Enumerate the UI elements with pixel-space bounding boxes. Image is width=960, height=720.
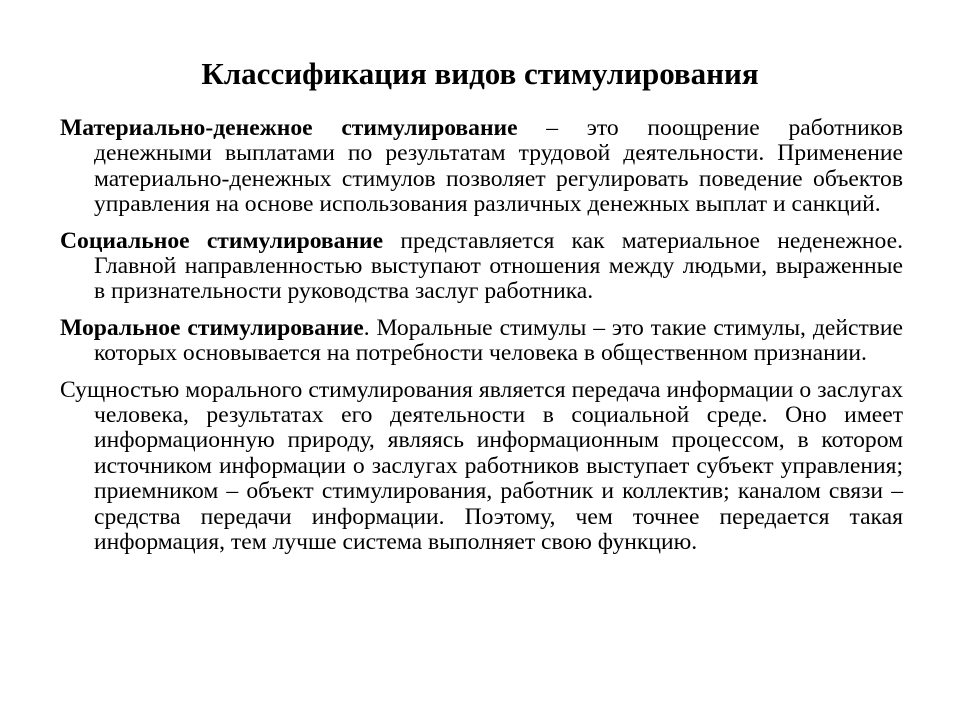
slide-body	[60, 116, 903, 567]
paragraph-moral-stimulation	[60, 316, 903, 367]
paragraph-material-stimulation	[60, 116, 903, 218]
paragraph-social-stimulation	[60, 229, 903, 305]
paragraph-text: представляется как материальное неденежное. Главной направленностью выступают отношения между людьми, выраженные в признательности руководства заслуг работника.	[94, 227, 903, 305]
term-material-stimulation: Материально-денежное стимулирование	[60, 115, 518, 141]
term-moral-stimulation: Моральное стимулирование	[60, 314, 364, 341]
slide-title: Классификация видов стимулирования	[201, 56, 759, 91]
paragraph-moral-essence	[60, 378, 903, 556]
paragraph-text: Сущностью морального стимулирования является передача информации о заслугах человека, результатах его деятельности в социальной среде. Оно имеет информационную природу, являясь информационным процессом, в котором источником информации о заслугах работников выступает субъект управления; приемником – объект стимулирования, работник и коллектив; каналом связи – средства передачи информации. Поэтому, чем точнее передается такая информация, тем лучше система выполняет свою функцию.	[60, 376, 903, 556]
term-social-stimulation: Социальное стимулирование	[60, 227, 384, 254]
paragraph-text: . Моральные стимулы – это такие стимулы, действие которых основывается на потребности человека в общественном признании.	[94, 314, 903, 367]
paragraph-text: – это поощрение работников денежными выплатами по результатам трудовой деятельности. Применение материально-денежных стимулов позволяет регулировать поведение объектов управления на основе использования различных денежных выплат и санкций.	[94, 115, 903, 218]
